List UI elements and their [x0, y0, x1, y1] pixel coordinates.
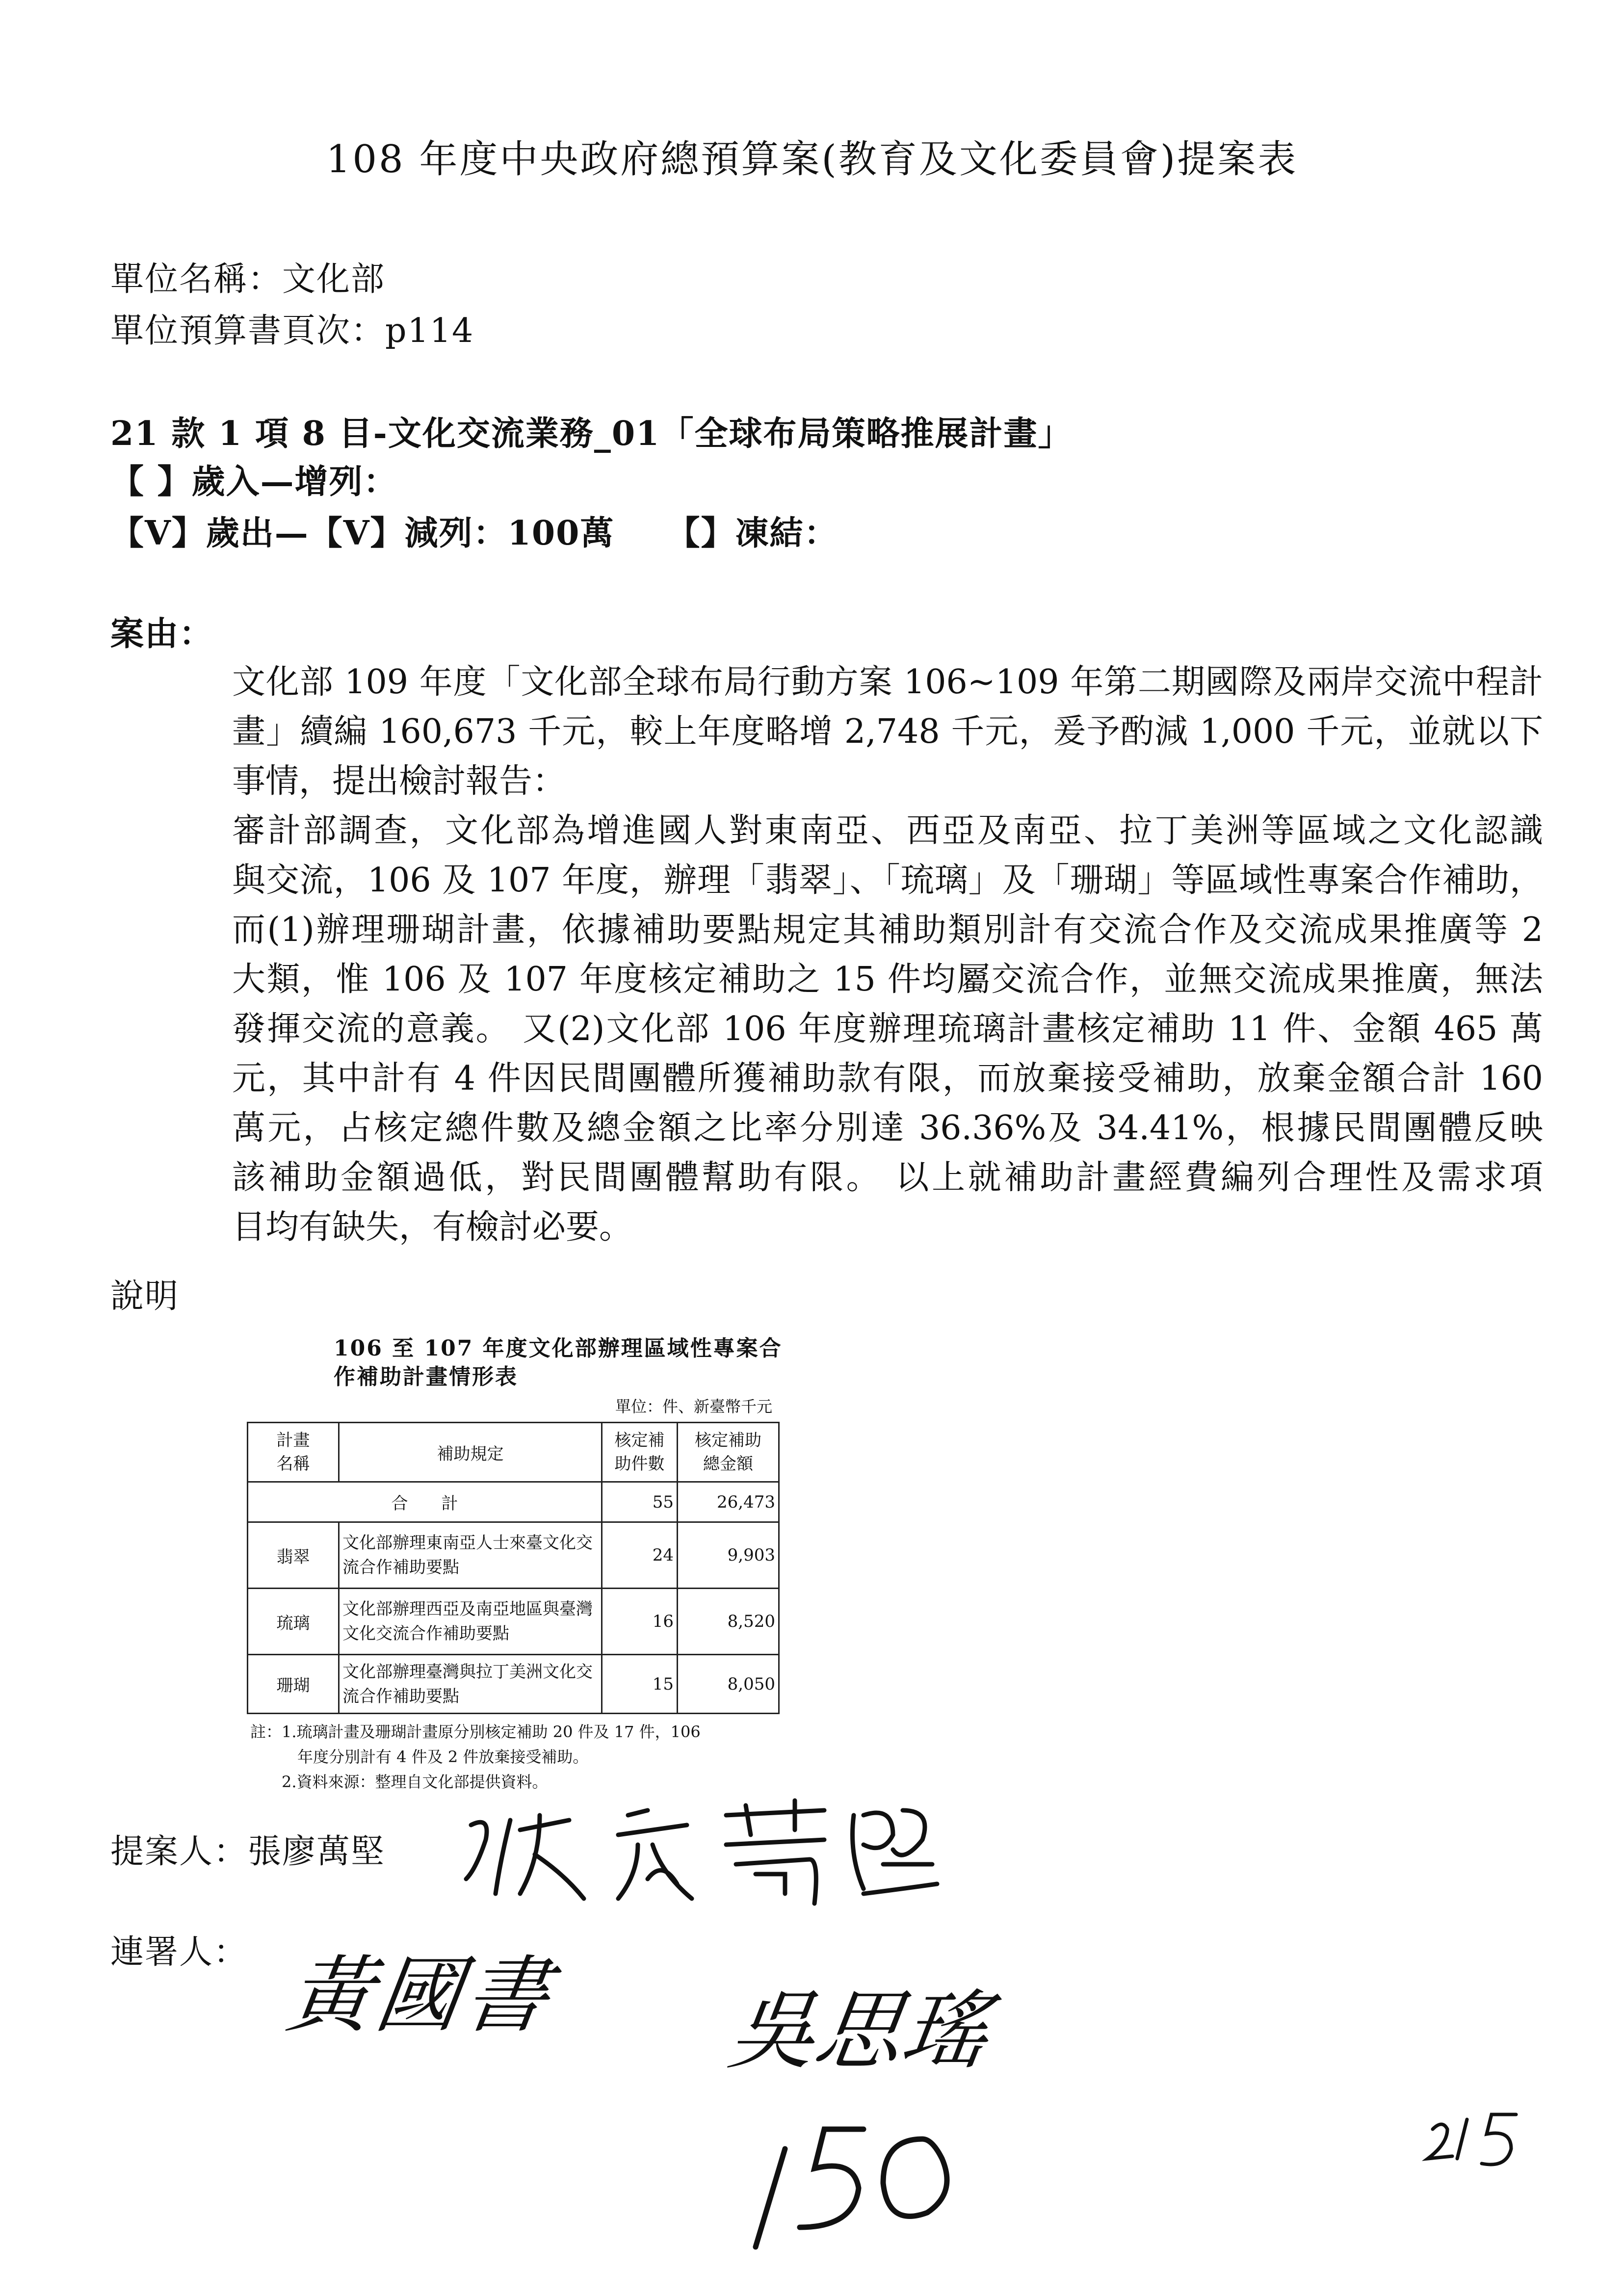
reason-line: 目均有缺失，有檢討必要。 — [232, 1208, 633, 1247]
reason-label: 案由： — [110, 614, 214, 653]
page-title: 108 年度中央政府總預算案(教育及文化委員會)提案表 — [326, 137, 1298, 182]
cosigner-signature-2: 吳思瑤 — [723, 1982, 995, 2081]
reason-line: 發揮交流的意義。 又(2)文化部 106 年度辦理琉璃計畫核定補助 11 件、金額 465 萬 — [232, 1010, 1543, 1048]
reason-line: 大類，惟 106 及 107 年度核定補助之 15 件均屬交流合作，並無交流成果推廣，無法 — [232, 960, 1543, 999]
table-note-1-cont: 年度分別計有 4 件及 2 件放棄接受補助。 — [250, 1748, 589, 1766]
plan-name: 珊瑚 — [248, 1655, 339, 1714]
total-count: 55 — [602, 1482, 678, 1522]
plan-amount: 9,903 — [678, 1522, 779, 1589]
plan-count: 16 — [602, 1589, 678, 1655]
plan-rule: 文化部辦理東南亞人士來臺文化交流合作補助要點 — [339, 1522, 602, 1589]
reason-line: 事情，提出檢討報告： — [232, 762, 566, 801]
reason-line: 文化部 109 年度「文化部全球布局行動方案 106~109 年第二期國際及兩岸交流中程計 — [232, 663, 1543, 702]
reason-line: 審計部調查，文化部為增進國人對東南亞、西亞及南亞、拉丁美洲等區域之文化認識 — [232, 811, 1543, 850]
plan-amount: 8,050 — [678, 1655, 779, 1714]
revenue-line: 【 】歲入—增列： — [110, 462, 398, 501]
total-label: 合 計 — [248, 1482, 602, 1522]
total-amount: 26,473 — [678, 1482, 779, 1522]
cosigner-signature-1: 黃國書 — [281, 1947, 560, 2044]
plan-rule: 文化部辦理臺灣與拉丁美洲文化交流合作補助要點 — [339, 1655, 602, 1714]
header-plan-name: 計畫 名稱 — [248, 1423, 339, 1482]
reason-line: 而(1)辦理珊瑚計畫，依據補助要點規定其補助類別計有交流合作及交流成果推廣等 2 — [232, 911, 1543, 949]
plan-count: 15 — [602, 1655, 678, 1714]
expense-line: 【V】歲出—【V】減列：100萬 【】凍結： — [110, 514, 838, 553]
plan-rule: 文化部辦理西亞及南亞地區與臺灣文化交流合作補助要點 — [339, 1589, 602, 1655]
reason-line: 該補助金額過低，對民間團體幫助有限。 以上就補助計畫經費編列合理性及需求項 — [232, 1158, 1543, 1197]
reason-line: 與交流，106 及 107 年度，辦理「翡翠」、「琉璃」及「珊瑚」等區域性專案合作補助， — [232, 861, 1543, 900]
plan-count: 24 — [602, 1522, 678, 1589]
budget-item: 21 款 1 項 8 目-文化交流業務_01「全球布局策略推展計畫」 — [110, 414, 1073, 453]
plan-name: 翡翠 — [248, 1522, 339, 1589]
proposer: 提案人：張廖萬堅 — [110, 1832, 386, 1871]
reason-line: 萬元，占核定總件數及總金額之比率分別達 36.36%及 34.41%，根據民間團體反映 — [232, 1109, 1543, 1148]
handwritten-page-number — [1428, 2114, 1516, 2165]
cosigner-label: 連署人： — [110, 1933, 248, 1972]
handwritten-number — [756, 2129, 947, 2247]
table-unit: 單位：件、新臺幣千元 — [615, 1397, 772, 1416]
explain-label: 說明 — [110, 1277, 180, 1316]
header-count: 核定補 助件數 — [602, 1423, 678, 1482]
proposer-signature — [466, 1800, 937, 1904]
plan-name: 琉璃 — [248, 1589, 339, 1655]
table-title-line1: 106 至 107 年度文化部辦理區域性專案合 — [334, 1336, 783, 1361]
reason-line: 畫」續編 160,673 千元，較上年度略增 2,748 千元，爰予酌減 1,000 千元，並就以下 — [232, 712, 1543, 751]
reason-line: 元，其中計有 4 件因民間團體所獲補助款有限，而放棄接受補助，放棄金額合計 160 — [232, 1059, 1543, 1098]
table-note-1: 註：1.琉璃計畫及珊瑚計畫原分別核定補助 20 件及 17 件，106 — [250, 1722, 701, 1741]
plan-amount: 8,520 — [678, 1589, 779, 1655]
header-rule: 補助規定 — [339, 1423, 602, 1482]
table-title-line2: 作補助計畫情形表 — [334, 1364, 518, 1389]
budget-page: 單位預算書頁次：p114 — [110, 312, 474, 350]
unit-name: 單位名稱：文化部 — [110, 260, 386, 299]
table-note-2: 2.資料來源：整理自文化部提供資料。 — [250, 1773, 548, 1791]
header-amount: 核定補助 總金額 — [678, 1423, 779, 1482]
